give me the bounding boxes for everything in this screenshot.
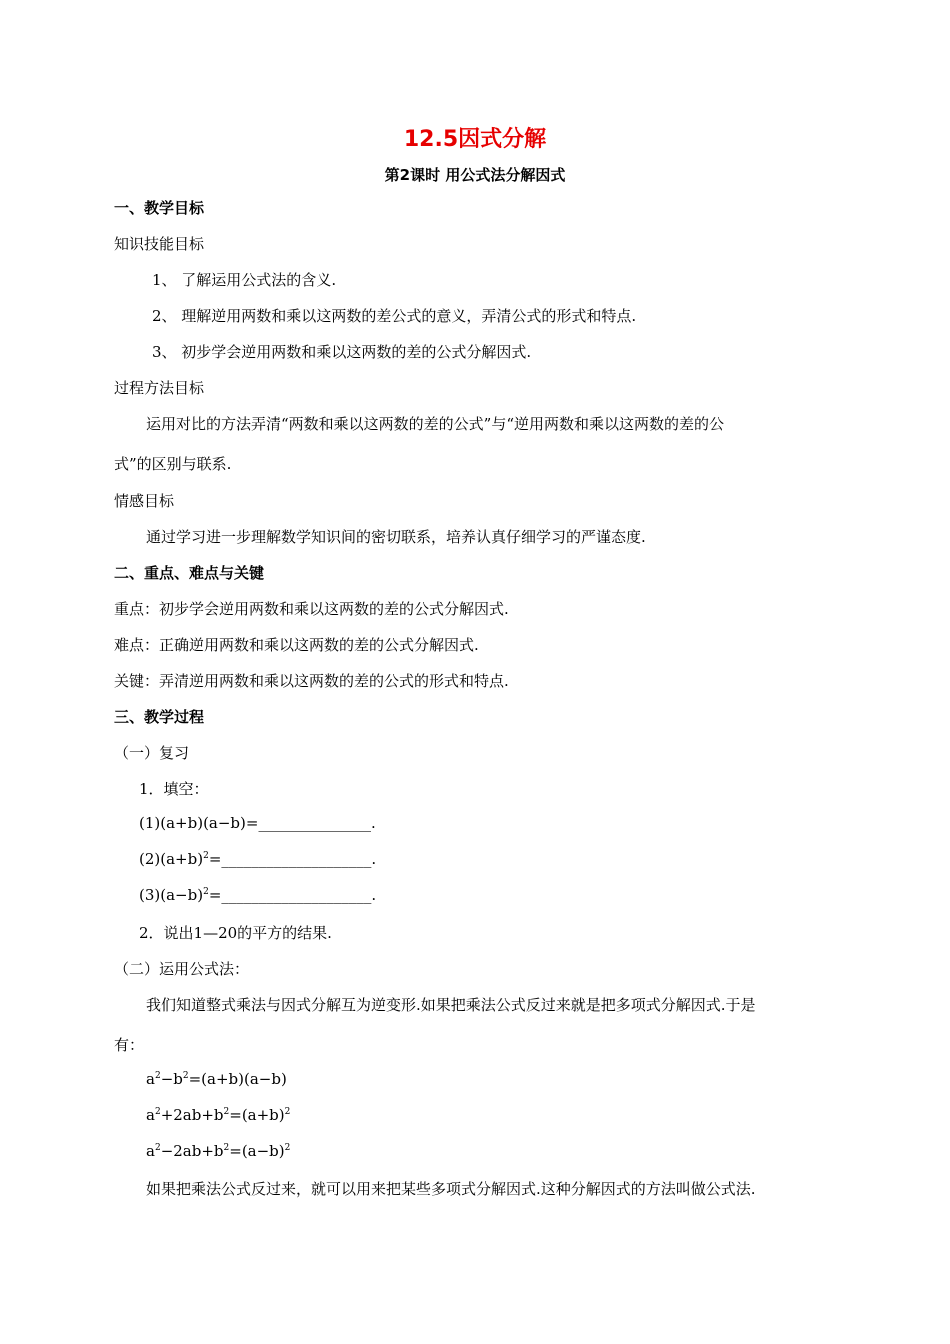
question-squares: 2．说出1—20的平方的结果. bbox=[139, 924, 332, 942]
knowledge-item: 3、 初步学会逆用两数和乘以这两数的差的公式分解因式. bbox=[152, 343, 532, 361]
knowledge-goal-label: 知识技能目标 bbox=[114, 235, 205, 253]
formula-part: +2ab+b bbox=[160, 1106, 224, 1124]
formula-difference-of-squares bbox=[146, 1070, 287, 1088]
fill-text: (3)(a−b) bbox=[139, 886, 204, 904]
process-goal-label: 过程方法目标 bbox=[114, 379, 205, 397]
fill-text: (2)(a+b) bbox=[139, 850, 204, 868]
exponent: 2 bbox=[284, 1107, 291, 1117]
formula-part: =(a+b)(a−b) bbox=[188, 1070, 287, 1088]
fill-text: =____________________. bbox=[208, 850, 377, 868]
fill-item-1: (1)(a+b)(a−b)=_______________. bbox=[139, 814, 376, 832]
fill-item-2 bbox=[139, 850, 376, 868]
emotion-goal-label: 情感目标 bbox=[114, 492, 175, 510]
section-heading-goals: 一、教学目标 bbox=[114, 199, 205, 217]
process-goal-text-cont: 式”的区别与联系. bbox=[114, 455, 232, 473]
exponent: 2 bbox=[223, 1107, 230, 1117]
fill-text: =____________________. bbox=[208, 886, 377, 904]
exponent: 2 bbox=[154, 1071, 161, 1081]
exponent: 2 bbox=[182, 1071, 189, 1081]
difficulty: 难点：正确逆用两数和乘以这两数的差的公式分解因式. bbox=[114, 636, 479, 654]
formula-perfect-square-difference bbox=[146, 1142, 290, 1160]
exponent: 2 bbox=[203, 851, 209, 861]
section-heading-keypoints: 二、重点、难点与关键 bbox=[114, 564, 265, 582]
formula-part: a bbox=[146, 1106, 155, 1124]
key-point: 重点：初步学会逆用两数和乘以这两数的差的公式分解因式. bbox=[114, 600, 509, 618]
question-fill-blank: 1．填空： bbox=[139, 780, 209, 798]
knowledge-item: 1、 了解运用公式法的含义. bbox=[152, 271, 337, 289]
formula-part: −b bbox=[160, 1070, 183, 1088]
explanation-paragraph-cont: 有： bbox=[114, 1036, 145, 1054]
apply-formula-label: （二）运用公式法： bbox=[114, 960, 250, 978]
section-heading-process: 三、教学过程 bbox=[114, 708, 205, 726]
emotion-goal-text: 通过学习进一步理解数学知识间的密切联系，培养认真仔细学习的严谨态度. bbox=[146, 528, 646, 546]
formula-part: a bbox=[146, 1142, 155, 1160]
explanation-paragraph: 我们知道整式乘法与因式分解互为逆变形.如果把乘法公式反过来就是把多项式分解因式.于是 bbox=[146, 996, 756, 1014]
exponent: 2 bbox=[223, 1143, 230, 1153]
process-goal-text: 运用对比的方法弄清“两数和乘以这两数的差的公式”与“逆用两数和乘以这两数的差的公 bbox=[146, 415, 725, 433]
formula-part: =(a+b) bbox=[229, 1106, 285, 1124]
knowledge-item: 2、 理解逆用两数和乘以这两数的差公式的意义，弄清公式的形式和特点. bbox=[152, 307, 637, 325]
exponent: 2 bbox=[284, 1143, 291, 1153]
formula-part: a bbox=[146, 1070, 155, 1088]
exponent: 2 bbox=[154, 1143, 161, 1153]
review-label: （一）复习 bbox=[114, 744, 190, 762]
formula-part: =(a−b) bbox=[229, 1142, 285, 1160]
formula-part: −2ab+b bbox=[160, 1142, 224, 1160]
fill-item-3 bbox=[139, 886, 376, 904]
key: 关键：弄清逆用两数和乘以这两数的差的公式的形式和特点. bbox=[114, 672, 509, 690]
exponent: 2 bbox=[154, 1107, 161, 1117]
document-title: 12.5因式分解 bbox=[403, 127, 547, 152]
formula-perfect-square-sum bbox=[146, 1106, 290, 1124]
exponent: 2 bbox=[203, 887, 209, 897]
lesson-subtitle: 第2课时 用公式法分解因式 bbox=[384, 166, 566, 184]
formula-method-definition: 如果把乘法公式反过来，就可以用来把某些多项式分解因式.这种分解因式的方法叫做公式法. bbox=[146, 1180, 756, 1198]
